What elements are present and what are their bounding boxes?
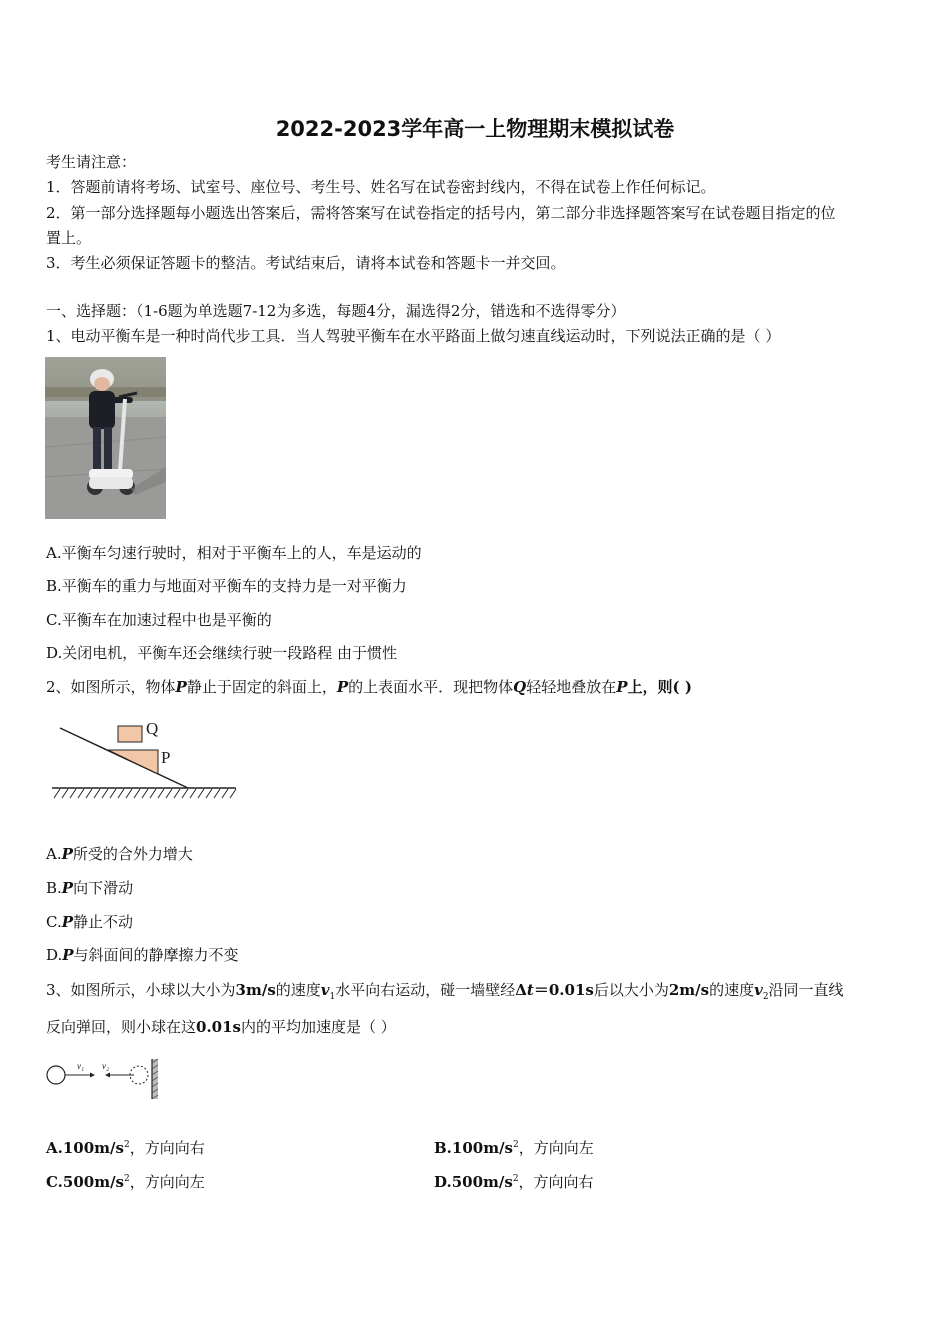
incline-diagram [50,712,240,804]
q1-option-d: D.关闭电机，平衡车还会继续行驶一段路程 由于惯性 [46,644,398,662]
fig-label-p: P [161,748,171,767]
notice-item-2-cont: 置上。 [46,229,92,247]
q1-option-b: B.平衡车的重力与地面对平衡车的支持力是一对平衡力 [46,577,407,595]
q1-option-a: A.平衡车匀速行驶时，相对于平衡车上的人，车是运动的 [46,544,422,562]
q2-option-b: B.P向下滑动 [46,879,134,897]
q3-option-c: $C.500m/s^2$，方向向左 [46,1173,205,1191]
q2-stem: 2、如图所示，物体P静止于固定的斜面上，P的上表面水平．现把物体Q轻轻地叠放在P上，则( ) [46,678,692,696]
q3-stem-line2: 反向弹回，则小球在这0.01s内的平均加速度是（ ） [46,1018,396,1036]
page-title: 2022-2023学年高一上物理期末模拟试卷 [275,117,675,141]
section-heading: 一、选择题：（1-6题为单选题7-12为多选，每题4分，漏选得2分，错选和不选得零分） [46,302,626,320]
q2-option-d: D.P与斜面间的静摩擦力不变 [46,946,239,964]
notice-heading: 考生请注意： [46,153,137,171]
notice-item-2: 2．第一部分选择题每小题选出答案后，需将答案写在试卷指定的括号内，第二部分非选择题答案写在试卷题目指定的位 [46,204,836,222]
fig-label-q: Q [146,719,159,738]
balance-scooter-photo [45,357,166,519]
q3-option-b: $B.100m/s^2$，方向向左 [434,1139,594,1157]
q3-stem-line1: 3、如图所示，小球以大小为3m/s的速度$v_1$水平向右运动，碰一墙壁经Δt＝0.01s后以大小为2m/s的速度$v_2$沿同一直线 [46,981,844,1002]
fig-label-v1: v₁ [77,1061,85,1071]
q1-option-c: C.平衡车在加速过程中也是平衡的 [46,611,272,629]
q3-option-d: $D.500m/s^2$，方向向右 [434,1173,594,1191]
ball-wall-diagram [44,1057,164,1103]
q2-option-a: A.P所受的合外力增大 [46,845,193,863]
q1-stem: 1、电动平衡车是一种时尚代步工具．当人驾驶平衡车在水平路面上做匀速直线运动时，下列说法正确的是（ ） [46,327,781,345]
notice-item-3: 3．考生必须保证答题卡的整洁。考试结束后，请将本试卷和答题卡一并交回。 [46,254,566,272]
notice-item-1: 1．答题前请将考场、试室号、座位号、考生号、姓名写在试卷密封线内，不得在试卷上作任何标记。 [46,178,716,196]
q2-option-c: C.P静止不动 [46,913,134,931]
q3-option-a: $A.100m/s^2$，方向向右 [46,1139,205,1157]
fig-label-v2: v₂ [102,1061,110,1071]
